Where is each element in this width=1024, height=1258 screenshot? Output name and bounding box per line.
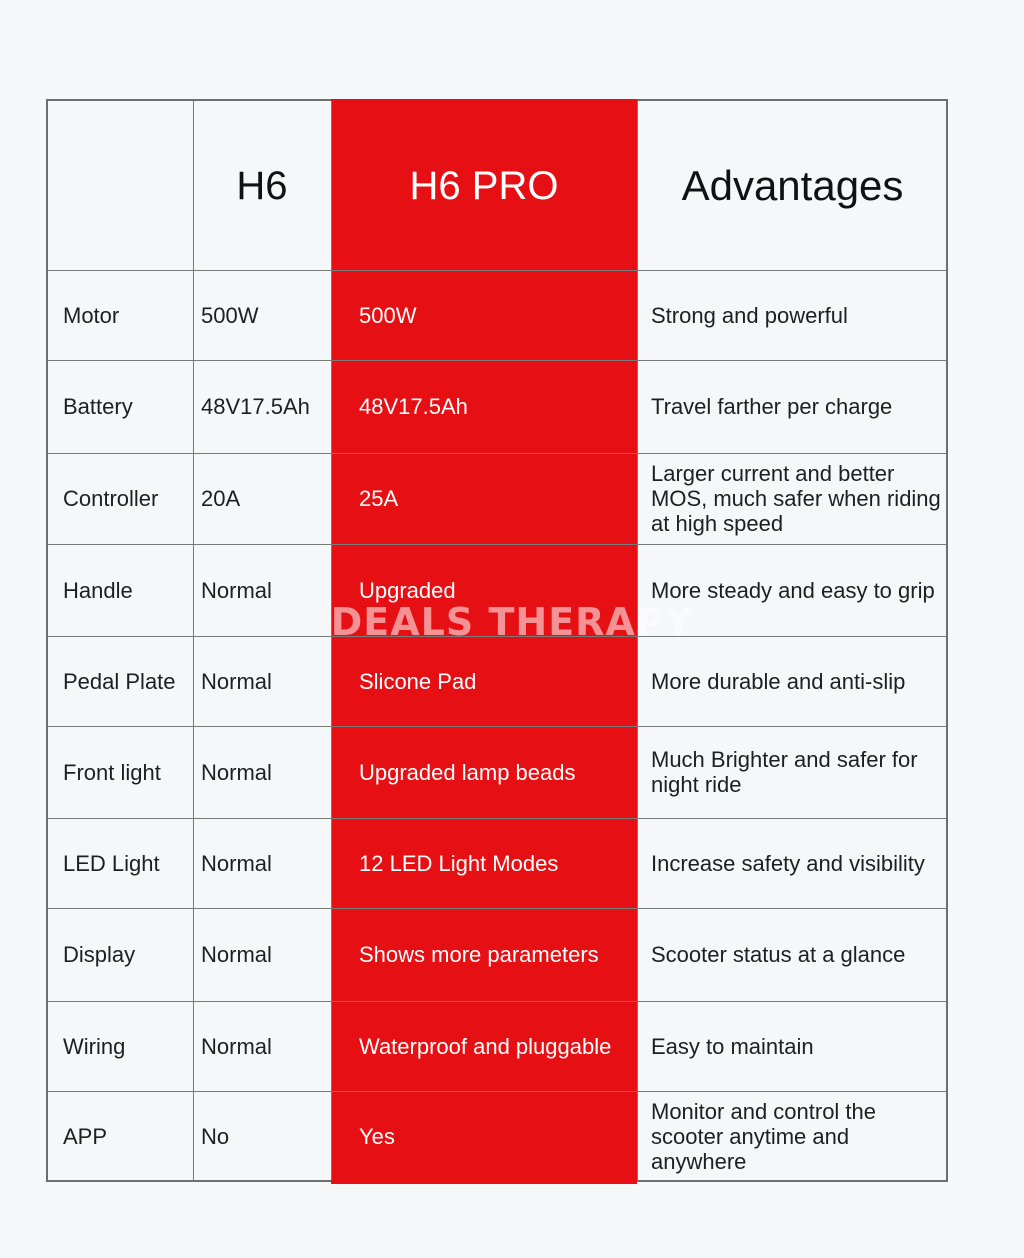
h6-pro-value-cell: Waterproof and pluggable [359,1033,612,1059]
feature-cell: Motor [63,302,120,328]
advantage-cell: Monitor and control the scooter anytime and anywhere [651,1099,877,1174]
feature-cell: Battery [63,394,133,419]
h6-pro-value-cell: Yes [359,1124,395,1149]
h6-value-cell: 20A [201,486,241,511]
h6-value-cell: Normal [201,942,272,967]
header-h6: H6 [236,163,288,208]
advantage-cell: Travel farther per charge [651,394,893,419]
h6-pro-value-cell: Slicone Pad [359,668,477,694]
feature-cell: Front light [63,759,161,785]
advantage-cell: Strong and powerful [651,302,848,328]
h6-value-cell: Normal [201,1033,272,1059]
h6-value-cell: Normal [201,850,272,876]
advantage-cell: Scooter status at a glance [651,942,906,967]
feature-cell: Handle [63,577,133,603]
h6-value-cell: 500W [201,302,259,328]
h6-pro-value-cell: 25A [359,486,399,511]
header-advantages: Advantages [681,161,904,209]
h6-value-cell: Normal [201,759,272,785]
feature-cell: Pedal Plate [63,668,176,694]
advantage-cell: Much Brighter and safer for night ride [651,747,918,797]
h6-value-cell: No [201,1124,230,1149]
advantage-cell: More durable and anti-slip [651,668,906,694]
h6-value-cell: Normal [201,668,272,694]
h6-value-cell: 48V17.5Ah [201,394,310,419]
h6-pro-value-cell: Shows more parameters [359,942,599,967]
h6-pro-value-cell: Upgraded lamp beads [359,759,576,785]
advantage-cell: More steady and easy to grip [651,577,935,603]
watermark: DEALS THERAPY [330,600,694,644]
header-h6-pro: H6 PRO [409,163,559,208]
feature-cell: Display [63,942,136,967]
h6-value-cell: Normal [201,577,272,603]
h6-pro-value-cell: Upgraded [359,577,456,603]
h6-pro-value-cell: 12 LED Light Modes [359,850,559,876]
h6-pro-value-cell: 48V17.5Ah [359,394,468,419]
feature-cell: Wiring [63,1033,126,1059]
advantage-cell: Increase safety and visibility [651,850,925,876]
comparison-table [46,99,948,1182]
header-blank [48,101,193,270]
h6-pro-value-cell: 500W [359,302,417,328]
feature-cell: LED Light [63,850,160,876]
advantage-cell: Easy to maintain [651,1033,814,1059]
feature-cell: APP [63,1124,108,1149]
advantage-cell: Larger current and better MOS, much safer when riding at high speed [651,461,941,536]
feature-cell: Controller [63,486,159,511]
